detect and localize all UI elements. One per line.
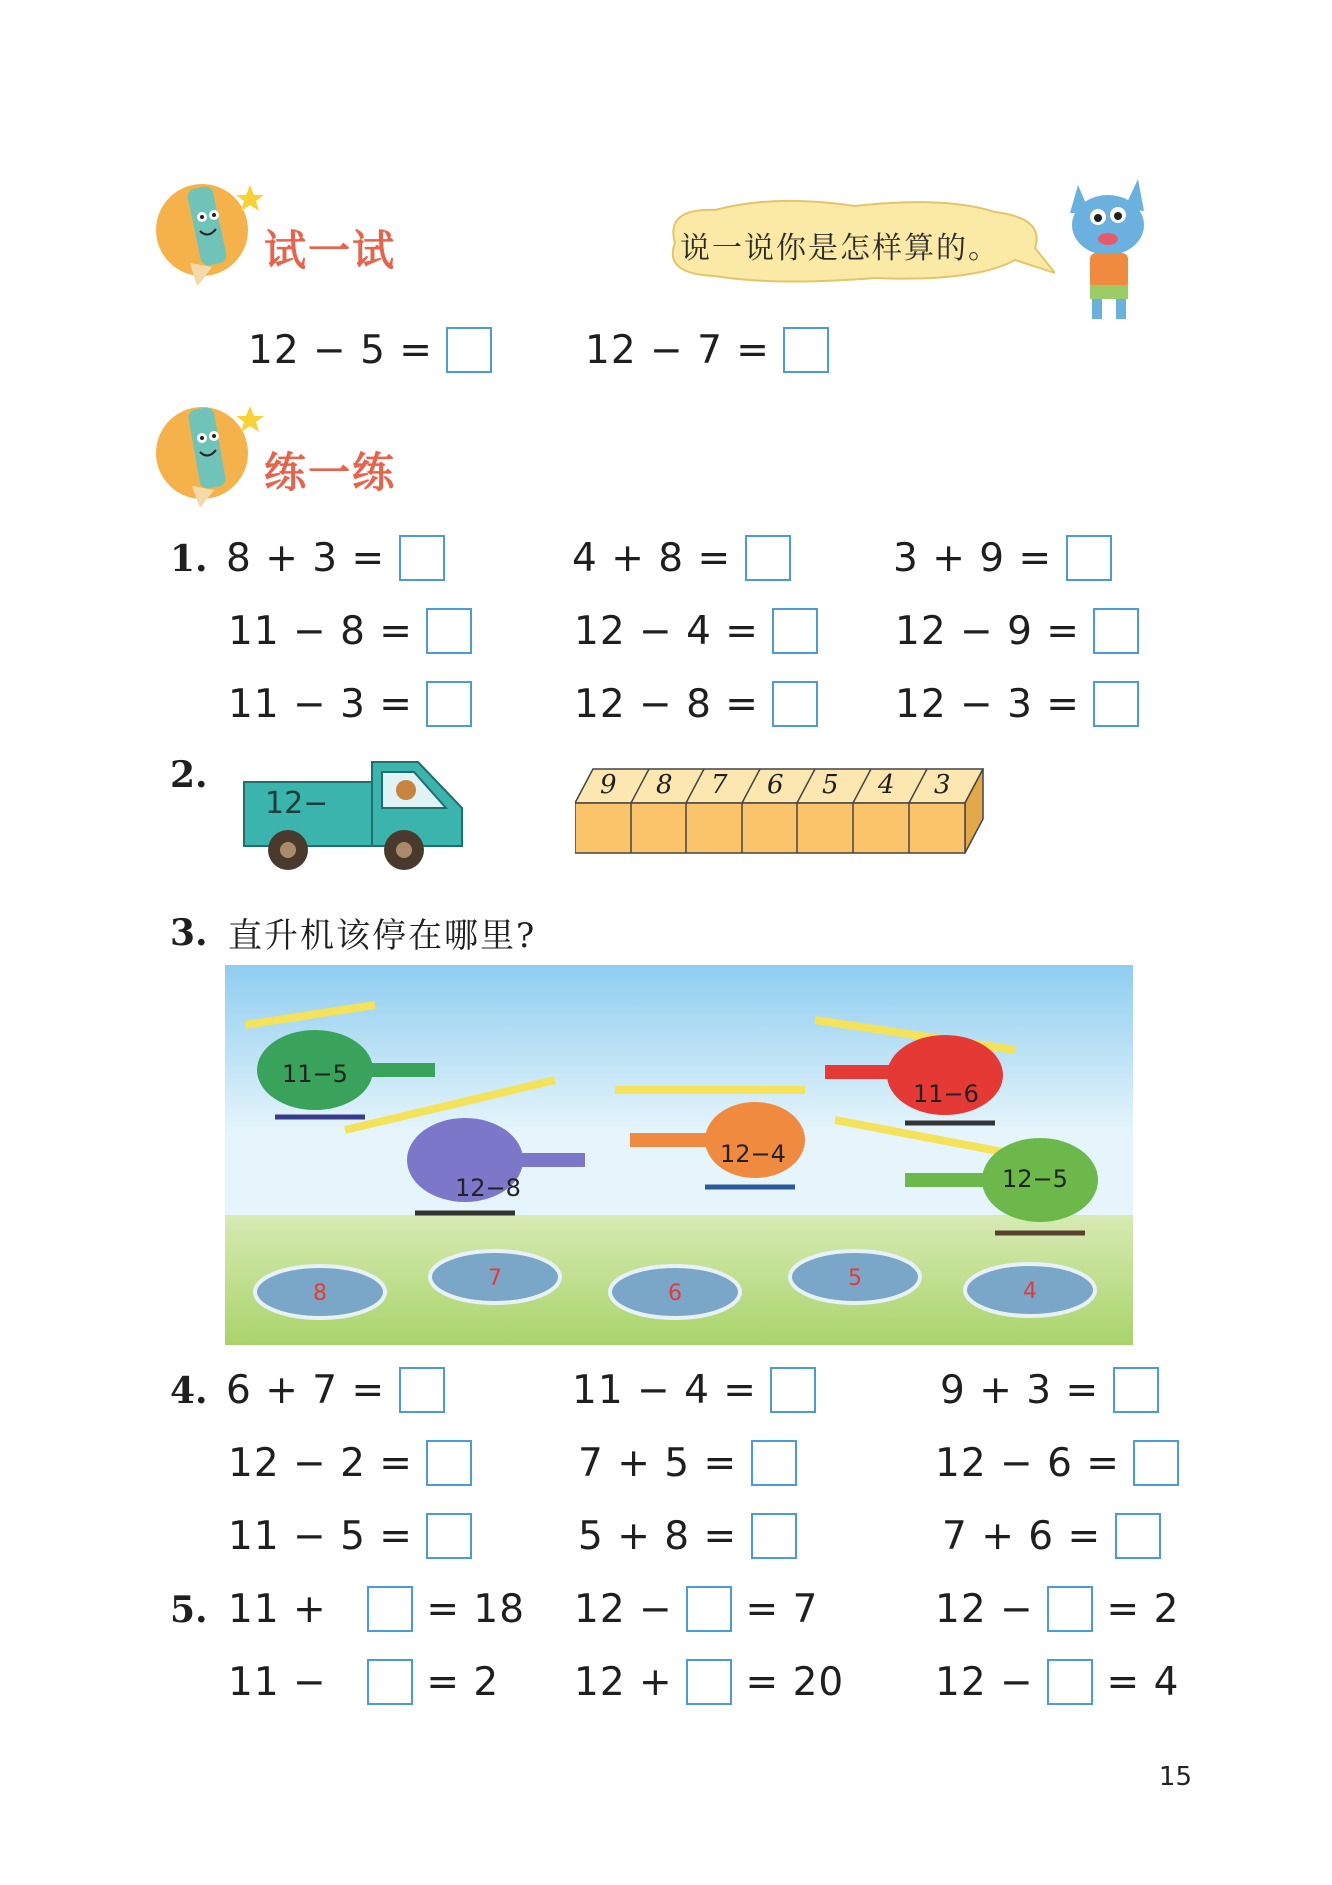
number-cards-strip [575, 765, 995, 857]
helicopter-scene [225, 965, 1133, 1345]
question-3-prompt: 直升机该停在哪里? [228, 916, 537, 956]
card-number: 4 [878, 770, 895, 800]
card-number: 8 [656, 770, 673, 800]
pad-number: 6 [668, 1281, 682, 1306]
q1-equation: 8 + 3 = [226, 536, 445, 582]
try-equation-1: 12 − 5 = [248, 328, 492, 374]
try-section-title: 试一试 [264, 226, 397, 275]
page-number: 15 [1158, 1762, 1192, 1792]
answer-box[interactable] [772, 681, 818, 727]
question-2-number: 2. [170, 754, 208, 796]
q5-equation: 12 + = 20 [574, 1660, 845, 1705]
card-number: 7 [711, 770, 728, 800]
answer-box[interactable] [426, 608, 472, 654]
answer-box[interactable] [1113, 1367, 1159, 1413]
card-number: 6 [767, 770, 784, 800]
answer-box[interactable] [686, 1586, 732, 1632]
answer-box[interactable] [399, 1367, 445, 1413]
answer-box[interactable] [1047, 1659, 1093, 1705]
question-5-number: 5. [170, 1589, 208, 1631]
q4-equation: 9 + 3 = [940, 1368, 1159, 1414]
answer-box[interactable] [745, 535, 791, 581]
answer-box[interactable] [1066, 535, 1112, 581]
q5-equation: 12 − = 7 [574, 1587, 819, 1632]
q5-equation: 11 − = 2 [228, 1660, 500, 1705]
q4-equation: 11 − 5 = [228, 1514, 472, 1560]
answer-box[interactable] [1115, 1513, 1161, 1559]
pad-number: 8 [313, 1281, 327, 1306]
helicopter-label: 11−6 [913, 1080, 979, 1108]
q4-equation: 12 − 6 = [935, 1441, 1179, 1487]
q4-equation: 12 − 2 = [228, 1441, 472, 1487]
q5-equation: 12 − = 2 [935, 1587, 1180, 1632]
answer-box[interactable] [1133, 1440, 1179, 1486]
q1-equation: 11 − 3 = [228, 682, 472, 728]
q1-equation: 12 − 4 = [574, 609, 818, 655]
answer-box[interactable] [770, 1367, 816, 1413]
q1-equation: 3 + 9 = [893, 536, 1112, 582]
pad-number: 5 [848, 1266, 862, 1291]
helicopter-label: 11−5 [282, 1060, 348, 1088]
q4-equation: 7 + 5 = [578, 1441, 797, 1487]
pencil-mascot-thumbs-icon [150, 398, 270, 510]
q4-equation: 7 + 6 = [942, 1514, 1161, 1560]
q5-equation: 11 + = 18 [228, 1587, 526, 1632]
helicopter-label: 12−8 [455, 1174, 521, 1202]
q4-equation: 5 + 8 = [578, 1514, 797, 1560]
cat-mascot-icon [1060, 165, 1160, 325]
answer-box[interactable] [1047, 1586, 1093, 1632]
pad-number: 7 [488, 1266, 502, 1291]
answer-box[interactable] [751, 1513, 797, 1559]
q4-equation: 11 − 4 = [572, 1368, 816, 1414]
answer-box[interactable] [446, 327, 492, 373]
pencil-mascot-icon [150, 175, 270, 285]
q1-equation: 12 − 3 = [895, 682, 1139, 728]
q5-equation: 12 − = 4 [935, 1660, 1180, 1705]
truck-label: 12− [265, 786, 329, 821]
answer-box[interactable] [783, 327, 829, 373]
q1-equation: 12 − 8 = [574, 682, 818, 728]
answer-box[interactable] [399, 535, 445, 581]
answer-box[interactable] [686, 1659, 732, 1705]
speech-bubble-text: 说一说你是怎样算的。 [680, 231, 1000, 266]
question-3-number: 3. [170, 912, 208, 954]
answer-box[interactable] [1093, 608, 1139, 654]
q1-equation: 11 − 8 = [228, 609, 472, 655]
card-number: 3 [934, 770, 951, 800]
answer-box[interactable] [367, 1586, 413, 1632]
card-number: 5 [822, 770, 839, 800]
answer-box[interactable] [426, 1513, 472, 1559]
q4-equation: 6 + 7 = [226, 1368, 445, 1414]
card-number: 9 [600, 770, 617, 800]
helicopter-label: 12−5 [1002, 1165, 1068, 1193]
question-1-number: 1. [170, 538, 208, 580]
practice-section-title: 练一练 [264, 448, 397, 497]
answer-box[interactable] [772, 608, 818, 654]
pad-number: 4 [1023, 1279, 1037, 1304]
try-equation-2: 12 − 7 = [585, 328, 829, 374]
q1-equation: 12 − 9 = [895, 609, 1139, 655]
answer-box[interactable] [1093, 681, 1139, 727]
answer-box[interactable] [426, 1440, 472, 1486]
helicopter-label: 12−4 [720, 1140, 786, 1168]
answer-box[interactable] [367, 1659, 413, 1705]
q1-equation: 4 + 8 = [572, 536, 791, 582]
answer-box[interactable] [751, 1440, 797, 1486]
answer-box[interactable] [426, 681, 472, 727]
question-4-number: 4. [170, 1370, 208, 1412]
